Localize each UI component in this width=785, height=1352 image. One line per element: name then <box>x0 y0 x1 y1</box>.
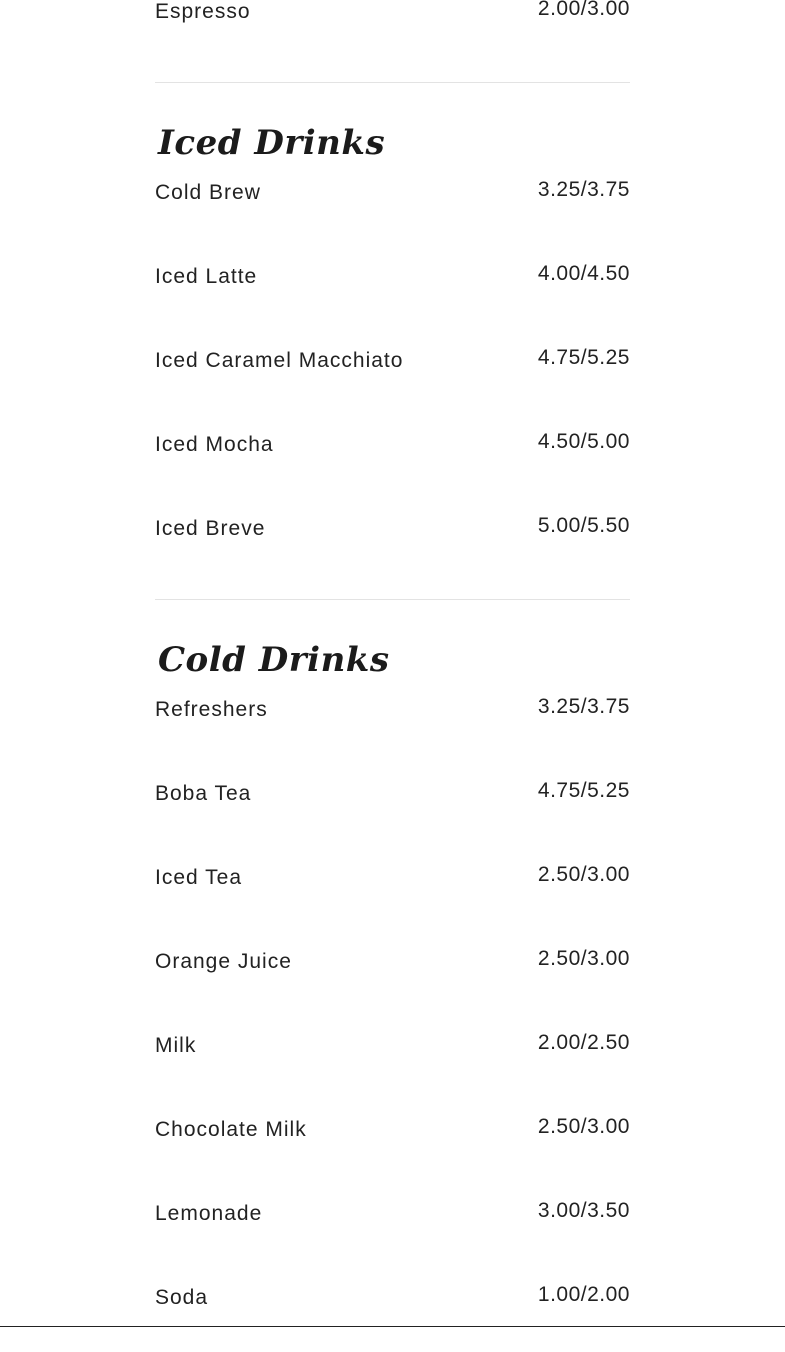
menu-item <box>155 331 630 415</box>
menu-item-name: Iced Caramel Macchiato <box>155 349 404 372</box>
drink-menu <box>155 0 630 1352</box>
menu-item-price: 2.50/3.00 <box>537 947 630 970</box>
menu-item <box>155 764 630 848</box>
menu-item-price: 2.00/3.00 <box>537 0 630 20</box>
menu-item <box>155 1184 630 1268</box>
menu-item <box>155 1100 630 1184</box>
menu-item <box>155 848 630 932</box>
menu-item-price: 5.00/5.50 <box>537 514 630 537</box>
menu-item <box>155 499 630 583</box>
menu-item-name: Iced Tea <box>155 866 243 889</box>
menu-item-name: Soda <box>155 1286 209 1309</box>
menu-item-name: Boba Tea <box>155 782 252 805</box>
section-divider <box>155 82 630 83</box>
menu-item <box>155 163 630 247</box>
menu-item-name: Orange Juice <box>155 950 292 973</box>
menu-item-price: 2.50/3.00 <box>537 1115 630 1138</box>
menu-section-cold-drinks <box>155 630 630 1352</box>
menu-item-price: 3.00/3.50 <box>537 1199 630 1222</box>
section-divider <box>155 599 630 600</box>
menu-section-hot-partial <box>155 0 630 66</box>
menu-item-name: Refreshers <box>155 698 268 721</box>
menu-item-name: Iced Latte <box>155 265 258 288</box>
menu-item-price: 1.00/2.00 <box>537 1283 630 1306</box>
menu-item-price: 4.75/5.25 <box>537 779 630 802</box>
menu-item <box>155 1016 630 1100</box>
menu-section-iced-drinks <box>155 113 630 583</box>
menu-item-name: Lemonade <box>155 1202 263 1225</box>
menu-item-name: Cold Brew <box>155 181 261 204</box>
menu-item-name: Espresso <box>155 0 251 23</box>
section-title: Iced Drinks <box>158 123 386 163</box>
menu-item-name: Iced Mocha <box>155 433 274 456</box>
menu-item-name: Milk <box>155 1034 197 1057</box>
menu-item-name: Iced Breve <box>155 517 266 540</box>
menu-item-price: 4.00/4.50 <box>537 262 630 285</box>
menu-item <box>155 247 630 331</box>
menu-item-name: Chocolate Milk <box>155 1118 307 1141</box>
menu-item-price: 3.25/3.75 <box>537 178 630 201</box>
menu-item <box>155 0 630 66</box>
menu-item-price: 4.75/5.25 <box>537 346 630 369</box>
menu-item <box>155 1268 630 1352</box>
menu-item <box>155 680 630 764</box>
section-title: Cold Drinks <box>158 640 390 680</box>
menu-item-price: 4.50/5.00 <box>537 430 630 453</box>
menu-item-price: 2.00/2.50 <box>537 1031 630 1054</box>
menu-item-price: 3.25/3.75 <box>537 695 630 718</box>
menu-item-price: 2.50/3.00 <box>537 863 630 886</box>
menu-item <box>155 932 630 1016</box>
menu-item <box>155 415 630 499</box>
